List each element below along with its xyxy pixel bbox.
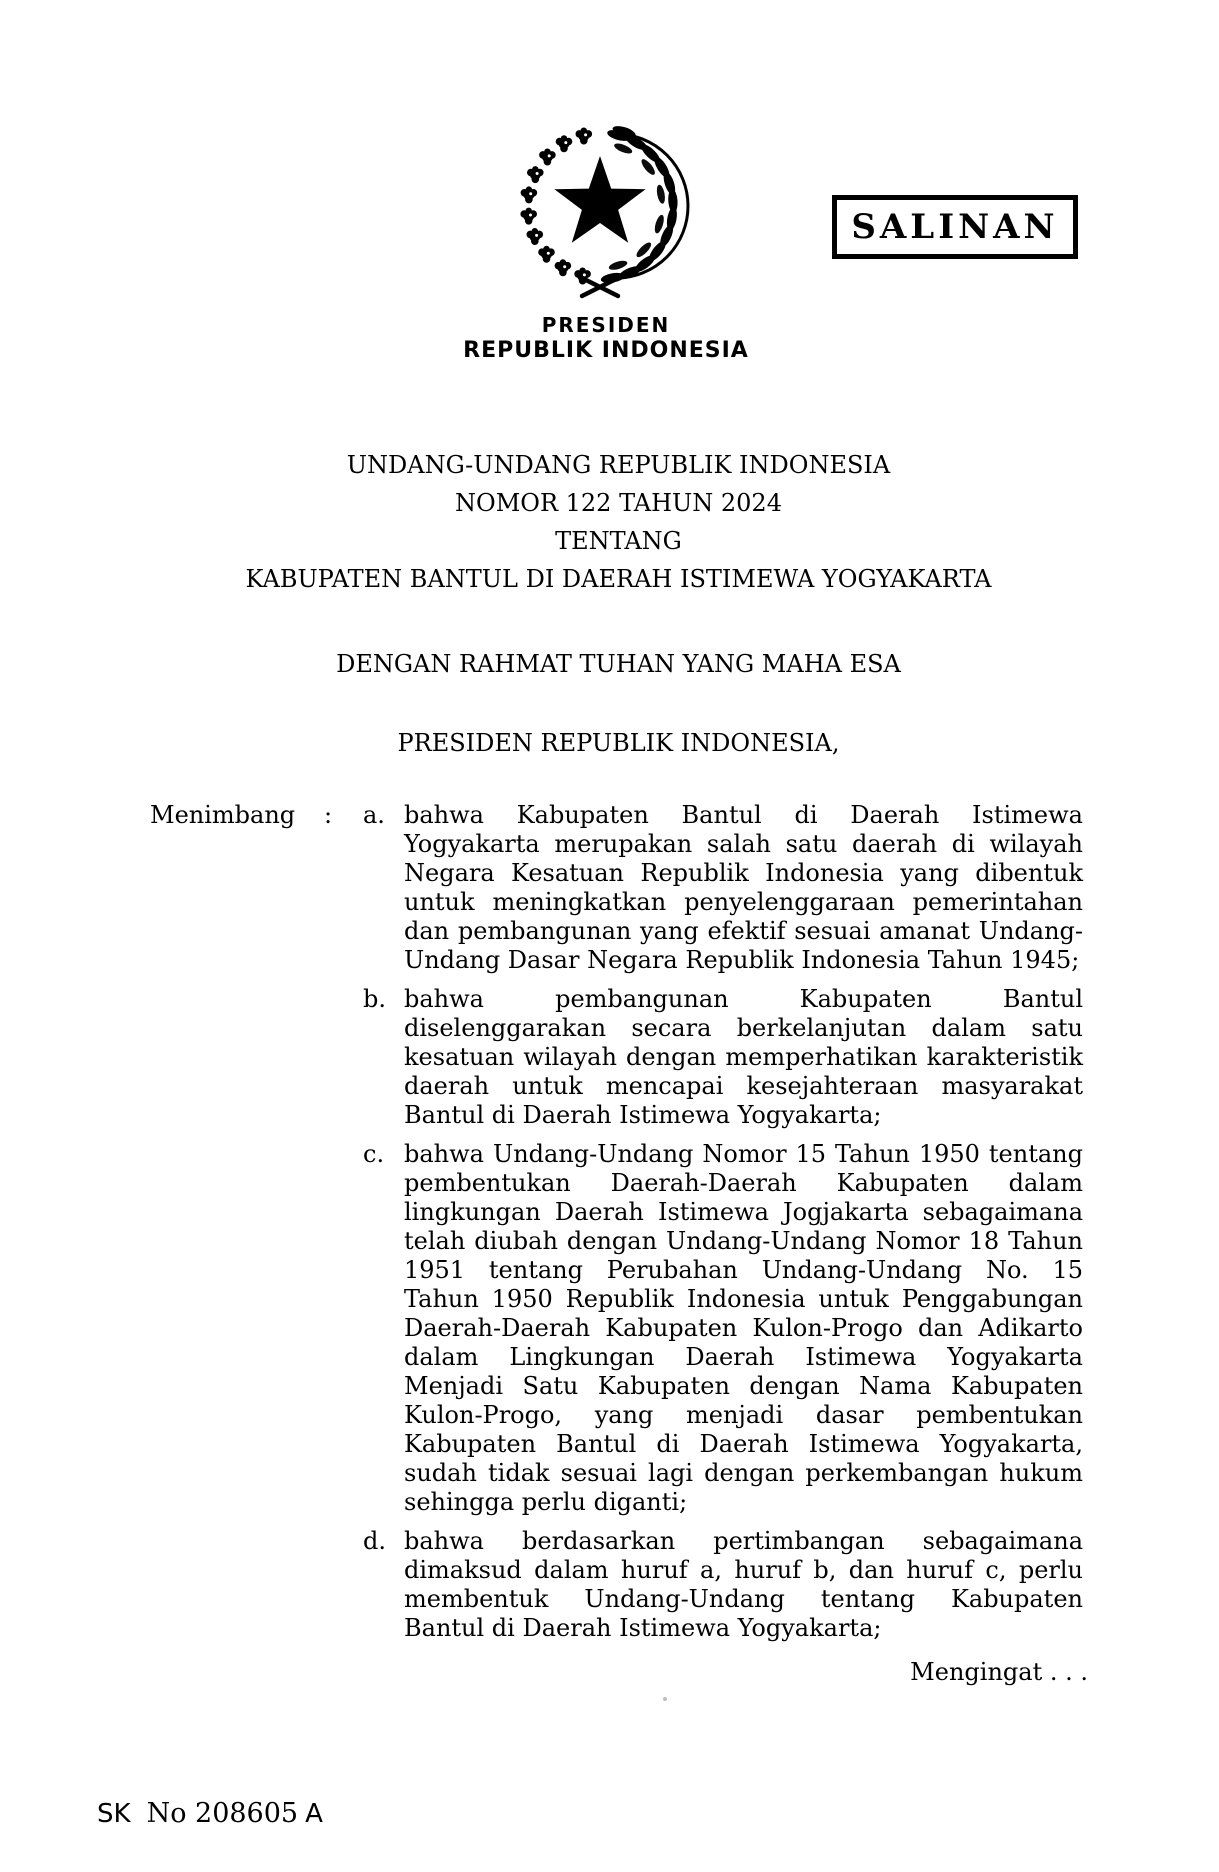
consideration-item-d bbox=[363, 1527, 1083, 1643]
letterhead bbox=[0, 313, 1212, 363]
continuation-marker: Mengingat . . . bbox=[910, 1658, 1088, 1686]
item-letter: a. bbox=[363, 801, 385, 829]
title-line-3: TENTANG bbox=[555, 527, 682, 555]
document-title bbox=[9, 446, 1219, 598]
item-letter: c. bbox=[363, 1140, 385, 1168]
salinan-stamp-label: SALINAN bbox=[851, 207, 1059, 247]
item-text: bahwa Kabupaten Bantul di Daerah Istimewa Yogyakarta merupakan salah satu daerah di wilayah Negara Kesatuan Republik Indonesia yang dibentuk untuk meningkatkan penyelenggaraan pemerintahan dan pembangunan yang efektif sesuai amanat Undang-Undang Dasar Negara Republik Indonesia Tahun 1945; bbox=[404, 801, 1083, 974]
item-letter: d. bbox=[363, 1527, 386, 1555]
scan-artifact-dot bbox=[663, 1697, 667, 1701]
sk-suffix: A bbox=[305, 1799, 323, 1829]
presidential-emblem bbox=[510, 116, 690, 300]
sk-prefix: SK bbox=[97, 1799, 131, 1829]
consideration-item-c bbox=[363, 1140, 1083, 1517]
sk-number: No 208605 bbox=[146, 1798, 299, 1829]
considerations-block bbox=[150, 801, 1083, 1653]
salinan-stamp bbox=[832, 195, 1078, 259]
letterhead-presiden: PRESIDEN bbox=[541, 313, 671, 337]
letterhead-republik-indonesia: REPUBLIK INDONESIA bbox=[463, 338, 749, 363]
considerations-separator: : bbox=[324, 801, 333, 829]
sk-serial-number bbox=[97, 1798, 323, 1829]
star-icon bbox=[554, 156, 645, 243]
considerations-label: Menimbang bbox=[150, 801, 296, 829]
title-line-1: UNDANG-UNDANG REPUBLIK INDONESIA bbox=[346, 451, 891, 479]
considerations-items bbox=[363, 801, 1083, 1653]
wreath-crossed-stems bbox=[582, 278, 618, 296]
title-line-4: KABUPATEN BANTUL DI DAERAH ISTIMEWA YOGYAKARTA bbox=[245, 565, 992, 593]
item-text: bahwa Undang-Undang Nomor 15 Tahun 1950 tentang pembentukan Daerah-Daerah Kabupaten dalam lingkungan Daerah Istimewa Jogjakarta sebagaimana telah diubah dengan Undang-Undang Nomor 18 Tahun 1951 tentang Perubahan Undang-Undang No. 15 Tahun 1950 Republik Indonesia untuk Penggabungan Daerah-Daerah Kabupaten Kulon-Progo dan Adikarto dalam Lingkungan Daerah Istimewa Yogyakarta Menjadi Satu Kabupaten dengan Nama Kabupaten Kulon-Progo, yang menjadi dasar pembentukan Kabupaten Bantul di Daerah Istimewa Yogyakarta, sudah tidak sesuai lagi dengan perkembangan hukum sehingga perlu diganti; bbox=[404, 1140, 1083, 1516]
item-text: bahwa berdasarkan pertimbangan sebagaimana dimaksud dalam huruf a, huruf b, dan huruf c, perlu membentuk Undang-Undang tentang Kabupaten Bantul di Daerah Istimewa Yogyakarta; bbox=[404, 1527, 1083, 1642]
title-line-2: NOMOR 122 TAHUN 2024 bbox=[455, 489, 782, 517]
item-text: bahwa pembangunan Kabupaten Bantul diselenggarakan secara berkelanjutan dalam satu kesatuan wilayah dengan memperhatikan karakteristik daerah untuk mencapai kesejahteraan masyarakat Bantul di Daerah Istimewa Yogyakarta; bbox=[404, 985, 1083, 1129]
invocation-line: DENGAN RAHMAT TUHAN YANG MAHA ESA bbox=[336, 650, 901, 678]
consideration-item-b bbox=[363, 985, 1083, 1130]
salutation-line: PRESIDEN REPUBLIK INDONESIA, bbox=[397, 729, 840, 757]
item-letter: b. bbox=[363, 985, 386, 1013]
consideration-item-a bbox=[363, 801, 1083, 975]
